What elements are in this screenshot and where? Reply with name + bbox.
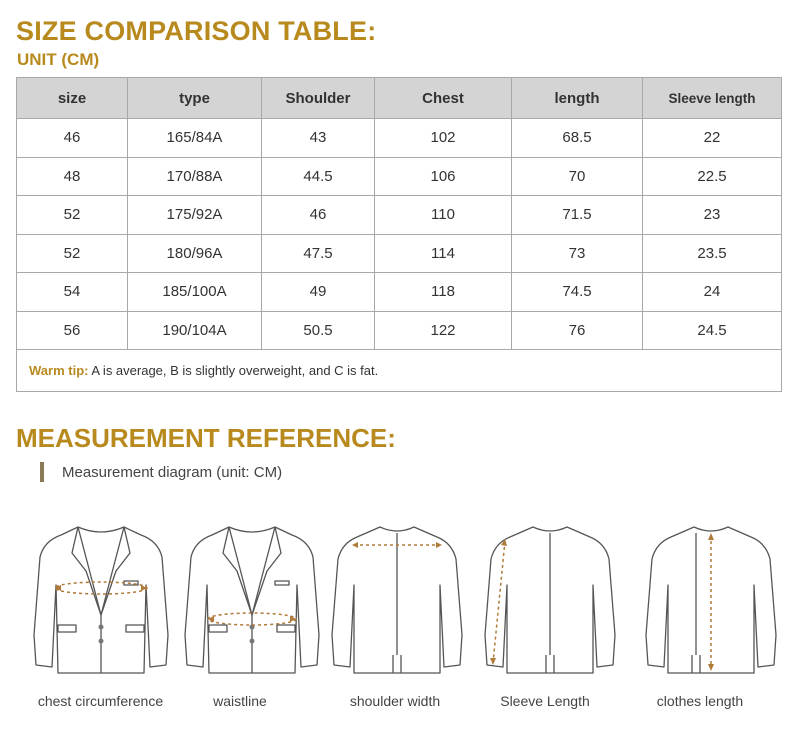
header-type: type bbox=[128, 78, 262, 119]
size-table bbox=[16, 77, 782, 392]
header-sleeve-length: Sleeve length bbox=[643, 78, 782, 119]
table-header-row bbox=[17, 78, 782, 119]
cell-size: 52 bbox=[17, 196, 128, 235]
warm-tip bbox=[17, 350, 782, 392]
jacket-shoulder-diagram bbox=[322, 515, 472, 675]
jacket-sleeve-diagram bbox=[475, 515, 625, 675]
cell-chest: 114 bbox=[375, 234, 512, 273]
cell-size: 46 bbox=[17, 119, 128, 158]
jacket-chest-diagram bbox=[26, 515, 176, 675]
unit-label: UNIT (CM) bbox=[17, 50, 100, 69]
header-chest: Chest bbox=[375, 78, 512, 119]
cell-shoulder: 50.5 bbox=[262, 311, 375, 350]
cell-type: 165/84A bbox=[128, 119, 262, 158]
measurement-reference-title: MEASUREMENT REFERENCE: bbox=[16, 423, 396, 453]
cell-length: 70 bbox=[512, 157, 643, 196]
cell-type: 175/92A bbox=[128, 196, 262, 235]
table-row bbox=[17, 234, 782, 273]
cell-chest: 118 bbox=[375, 273, 512, 312]
tip-row bbox=[17, 350, 782, 392]
cell-length: 76 bbox=[512, 311, 643, 350]
cell-size: 52 bbox=[17, 234, 128, 273]
cell-sleeve: 24.5 bbox=[643, 311, 782, 350]
diagram-subtitle-text: Measurement diagram (unit: CM) bbox=[62, 463, 283, 481]
jacket-waist-diagram bbox=[177, 515, 327, 675]
cell-size: 56 bbox=[17, 311, 128, 350]
jacket-length-diagram bbox=[636, 515, 786, 675]
table-row bbox=[17, 157, 782, 196]
cell-size: 48 bbox=[17, 157, 128, 196]
table-row bbox=[17, 273, 782, 312]
cell-shoulder: 49 bbox=[262, 273, 375, 312]
cell-sleeve: 22 bbox=[643, 119, 782, 158]
caption-chest: chest circumference bbox=[37, 693, 164, 709]
cell-sleeve: 23 bbox=[643, 196, 782, 235]
cell-type: 180/96A bbox=[128, 234, 262, 273]
warm-tip-text: A is average, B is slightly overweight, and C is fat. bbox=[88, 363, 379, 378]
cell-shoulder: 47.5 bbox=[262, 234, 375, 273]
table-row bbox=[17, 311, 782, 350]
cell-chest: 110 bbox=[375, 196, 512, 235]
cell-type: 185/100A bbox=[128, 273, 262, 312]
cell-size: 54 bbox=[17, 273, 128, 312]
cell-length: 73 bbox=[512, 234, 643, 273]
cell-length: 74.5 bbox=[512, 273, 643, 312]
cell-chest: 102 bbox=[375, 119, 512, 158]
cell-shoulder: 44.5 bbox=[262, 157, 375, 196]
cell-shoulder: 43 bbox=[262, 119, 375, 158]
cell-chest: 122 bbox=[375, 311, 512, 350]
cell-sleeve: 23.5 bbox=[643, 234, 782, 273]
cell-length: 71.5 bbox=[512, 196, 643, 235]
header-size: size bbox=[17, 78, 128, 119]
table-row bbox=[17, 196, 782, 235]
caption-shoulder: shoulder width bbox=[349, 693, 441, 709]
header-shoulder: Shoulder bbox=[262, 78, 375, 119]
cell-sleeve: 22.5 bbox=[643, 157, 782, 196]
cell-type: 170/88A bbox=[128, 157, 262, 196]
page-title: SIZE COMPARISON TABLE: bbox=[16, 16, 377, 46]
cell-shoulder: 46 bbox=[262, 196, 375, 235]
table-row bbox=[17, 119, 782, 158]
cell-sleeve: 24 bbox=[643, 273, 782, 312]
warm-tip-label: Warm tip: bbox=[29, 363, 89, 378]
caption-sleeve: Sleeve Length bbox=[500, 693, 590, 709]
cell-length: 68.5 bbox=[512, 119, 643, 158]
cell-chest: 106 bbox=[375, 157, 512, 196]
diagram-subtitle bbox=[40, 462, 282, 482]
cell-type: 190/104A bbox=[128, 311, 262, 350]
header-length: length bbox=[512, 78, 643, 119]
subtitle-bar-icon bbox=[40, 462, 44, 482]
caption-waistline: waistline bbox=[213, 693, 267, 709]
caption-length: clothes length bbox=[656, 693, 744, 709]
